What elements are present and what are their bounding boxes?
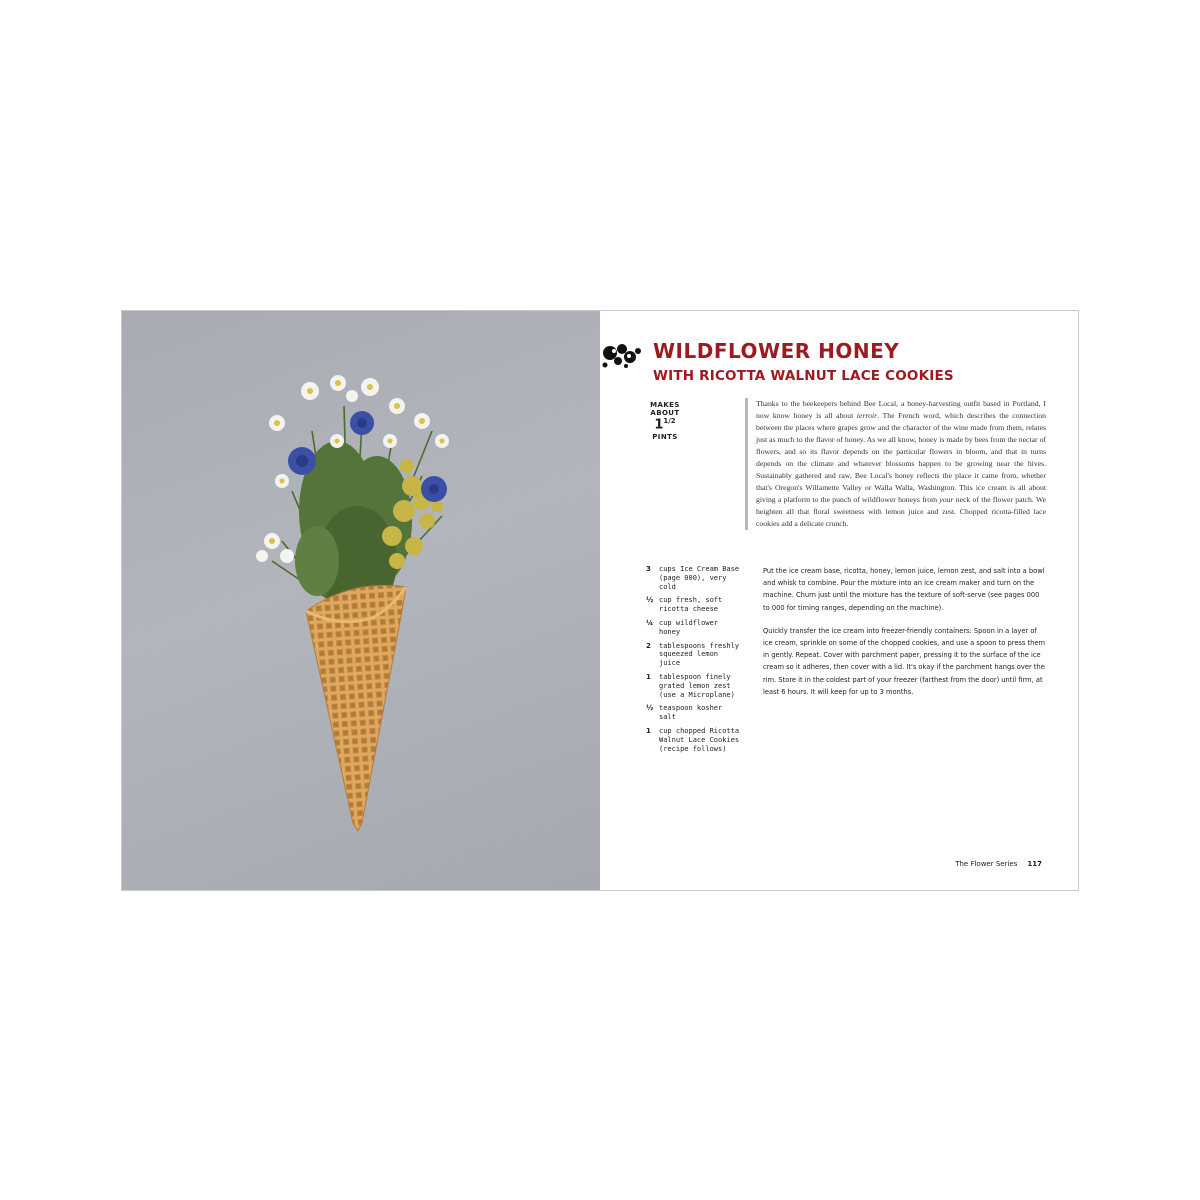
flower-cone-photo [122, 311, 600, 890]
intro-emphasis-your: your [939, 495, 954, 504]
recipe-intro [745, 398, 1046, 530]
method-paragraph: Quickly transfer the ice cream into freezer-friendly containers: Spoon in a layer of ice cream, sprinkle on some of the chopped cookies, and use a spoon to press them in gently. Repeat. Cover with parchment paper, pressing it to the surface of the ice cream so it adheres, then cover with a lid. It's okay if the parchment hangs over the rim. Store it in the coldest part of your freezer (farthest from the door) until firm, at least 6 hours. It will keep for up to 3 months. [763, 626, 1046, 696]
ingredient-text: cup fresh, soft ricotta cheese [659, 596, 723, 614]
ingredient-item [646, 596, 742, 614]
yield-label-bottom: PINTS [652, 432, 678, 441]
ingredient-qty: 3 [646, 565, 651, 573]
recipe-title: WILDFLOWER HONEY [653, 339, 900, 363]
intro-text-1: Thanks to the beekeepers behind Bee Local, a honey-harvesting outfit based in Portland, I now know honey is all about [756, 399, 1046, 420]
yield-amount [635, 417, 695, 433]
ink-splatter-logo [600, 339, 644, 371]
ingredient-text: cup wildflower honey [659, 618, 719, 636]
ingredient-text: cup chopped Ricotta Walnut Lace Cookies (recipe follows) [659, 726, 740, 753]
book-spread [121, 310, 1079, 891]
ingredient-text: cups Ice Cream Base (page 000), very cold [659, 565, 740, 591]
page-number: 117 [1027, 860, 1042, 868]
yield-label-top: MAKES ABOUT [650, 401, 680, 417]
ingredient-qty: 1 [646, 726, 651, 735]
ingredient-text: tablespoons freshly squeezed lemon juice [659, 641, 740, 668]
ingredient-qty: ½ [646, 596, 654, 605]
ingredient-qty: 2 [646, 641, 651, 650]
recipe-subtitle: WITH RICOTTA WALNUT LACE COOKIES [653, 368, 954, 384]
yield-amount-fraction: 1/2 [663, 417, 676, 425]
method-section [763, 565, 1045, 709]
ingredient-text: teaspoon kosher salt [659, 704, 723, 722]
ingredient-item [646, 704, 742, 722]
ingredient-text: tablespoon finely grated lemon zest (use a Microplane) [659, 672, 735, 699]
ingredient-qty: 1 [646, 672, 651, 681]
ingredient-qty: ¼ [646, 618, 654, 627]
recipe-page [600, 311, 1078, 890]
yield-box [635, 401, 695, 441]
ingredient-list [646, 565, 742, 758]
ingredient-item [646, 673, 742, 699]
ingredient-qty: ½ [646, 704, 654, 713]
intro-emphasis-terroir: terroir [856, 411, 878, 420]
page-footer [955, 860, 1042, 868]
flower-bouquet-in-waffle-cone-image [122, 311, 600, 890]
intro-text-3: neck of the flower patch. We heighten all that floral sweetness with lemon juice and zest. Chopped ricotta-filled lace cookies add a delicate crunch. [756, 495, 1046, 528]
ingredient-item [646, 642, 742, 668]
yield-amount-whole: 1 [654, 417, 664, 433]
method-paragraph: Put the ice cream base, ricotta, honey, lemon juice, lemon zest, and salt into a bowl and whisk to combine. Pour the mixture into an ice cream maker and turn on the machine. Churn just until the mixture has the texture of soft-serve (see pages 000 to 000 for timing ranges, depending on the machine). [763, 567, 1045, 612]
ingredient-item [646, 727, 742, 753]
ingredient-item [646, 619, 742, 637]
intro-text-2: . The French word, which describes the connection between the places where grapes grow and the character of the wine made from them, relates just as much to the flavor of honey. As we all know, honey is made by bees from the nectar of flowers, and so its flavor depends on the particular flowers in bloom, and that in turns depends on the climate and whatever blossoms happen to be growing near the hives. Sustainably gathered and raw, Bee Local's honey reflects the place it came from, whether that's Oregon's Willamette Valley or Walla Walla, Washington. This ice cream is all about giving a platform to the punch of wildflower honeys from [756, 411, 1047, 504]
section-name: The Flower Series [955, 860, 1018, 868]
ingredient-item [646, 565, 742, 591]
